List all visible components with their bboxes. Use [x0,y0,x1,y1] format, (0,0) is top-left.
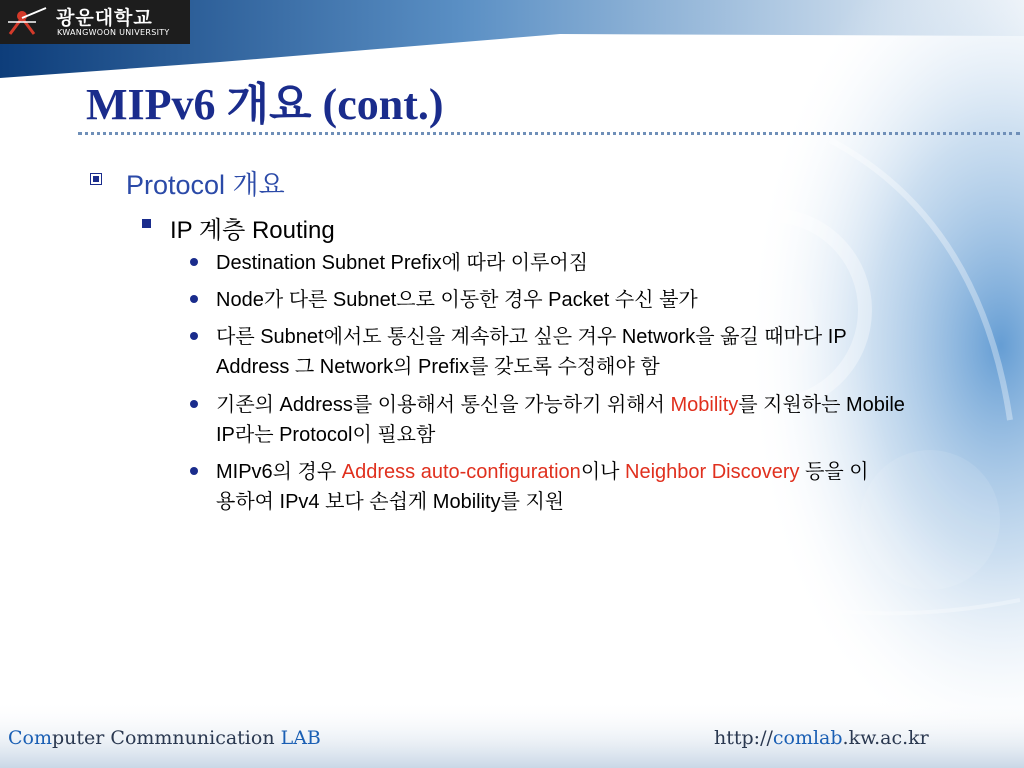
footer-lab-prefix: Com [8,727,52,749]
bullet-dot-icon [190,295,198,303]
bullet-text: MIPv6의 경우 [216,461,342,483]
title-divider [78,132,1020,135]
university-name-english: KWANGWOON UNIVERSITY [57,28,170,37]
footer-url-suffix: .kw.ac.kr [842,727,929,749]
bullet-item [190,322,910,382]
bullet-dot-icon [190,400,198,408]
bullet-text: 등을 이용하여 IPv4 보다 손쉽게 Mobility를 지원 [216,461,869,513]
bullet-text: Node가 다른 Subnet으로 이동한 경우 Packet 수신 불가 [216,289,698,311]
footer-url-prefix: http:// [714,727,773,749]
bullet-item [190,457,870,517]
slide-title: MIPv6 개요 (cont.) [86,80,444,129]
bullet-text: Destination Subnet Prefix에 따라 이루어짐 [216,252,589,274]
bullet-item [190,285,930,315]
bullet-item [190,390,910,450]
highlight-text: Neighbor Discovery [625,461,800,483]
footer-url[interactable] [714,727,929,749]
bullet-text: 기존의 Address를 이용해서 통신을 가능하기 위해서 [216,394,671,416]
footer-url-accent: comlab [772,727,843,749]
university-emblem-icon [6,4,50,40]
bullet-dot-icon [190,258,198,266]
level1-heading: Protocol 개요 [126,170,285,200]
level1-bullet-icon [90,173,102,185]
level2-bullet-icon [142,219,151,228]
highlight-text: Address auto-configuration [341,461,581,483]
footer-lab-accent: LAB [280,727,321,749]
bullet-text: 이나 [580,461,626,483]
footer-lab-middle: puter Commnunication [52,727,281,749]
footer-lab-name [8,727,321,749]
highlight-text: Mobility [670,394,739,416]
bullet-dot-icon [190,467,198,475]
university-logo [0,0,190,44]
bullet-dot-icon [190,332,198,340]
university-name-korean: 광운대학교 [56,7,153,29]
level2-heading: IP 계층 Routing [170,217,335,244]
bullet-item [190,248,930,278]
bullet-text: 를 지원하는 Mobile IP라는 Protocol이 필요함 [216,394,905,446]
bullet-text: 다른 Subnet에서도 통신을 계속하고 싶은 겨우 Network을 옮길 때마다 IP Address 그 Network의 Prefix를 갖도록 수정해야 함 [216,326,847,378]
